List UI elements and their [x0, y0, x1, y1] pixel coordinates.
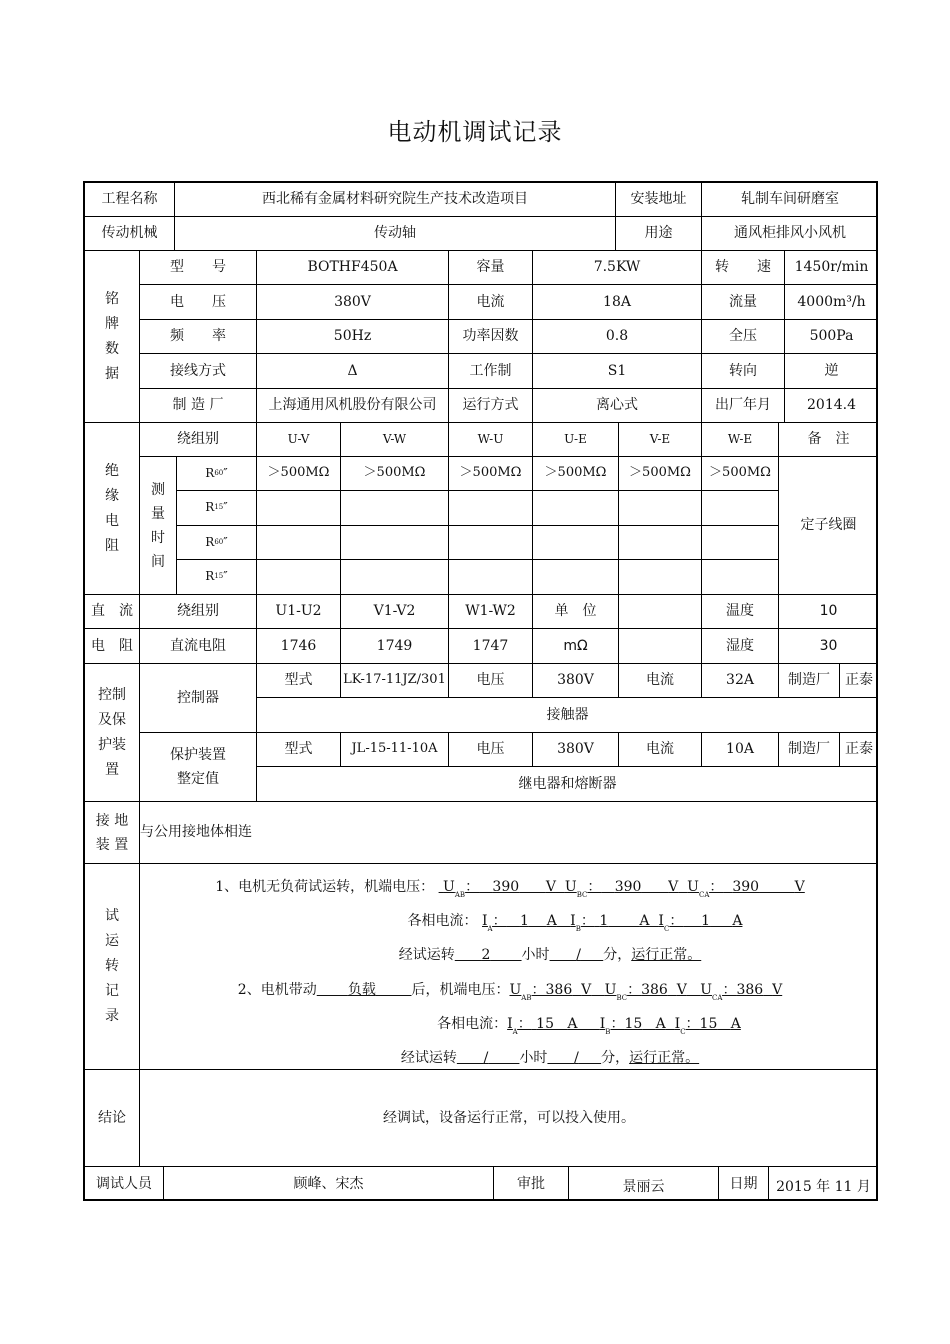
- location-label: 安装地址: [616, 183, 702, 217]
- control-section-label: 控制 及保 护装 置: [85, 664, 140, 802]
- nameplate-label: 功率因数: [449, 320, 533, 354]
- nameplate-label: 频 率: [140, 320, 257, 354]
- dc-group: V1-V2: [341, 595, 449, 629]
- temp-label: 温度: [702, 595, 779, 629]
- ground-value: 与公用接地体相连: [140, 802, 878, 864]
- trial-line-2: 各相电流： $I_A$： 1 A $I_B$： 1 A $I_C$： 1 A: [407, 913, 743, 933]
- nameplate-label: 出厂年月: [702, 389, 785, 423]
- approve-label: 审批: [494, 1167, 569, 1201]
- insulation-value: ＞500MΩ: [449, 457, 533, 491]
- dc-value: 1746: [257, 629, 341, 664]
- dc-group-label: 绕组别: [140, 595, 257, 629]
- maker-label: 制造厂: [779, 664, 840, 698]
- machine-label: 传动机械: [85, 217, 175, 251]
- controller-current: 32A: [702, 664, 779, 698]
- nameplate-value: Δ: [257, 354, 449, 389]
- insulation-empty: [257, 560, 341, 595]
- nameplate-label: 转向: [702, 354, 785, 389]
- nameplate-value: 500Pa: [785, 320, 878, 354]
- temp-value: 10: [779, 595, 878, 629]
- protection-maker: 正泰: [840, 733, 878, 767]
- insulation-empty: [619, 491, 702, 526]
- location: 轧制车间研磨室: [702, 183, 878, 217]
- nameplate-value: 逆: [785, 354, 878, 389]
- insulation-value: ＞500MΩ: [341, 457, 449, 491]
- nameplate-label: 容量: [449, 251, 533, 285]
- type-label: 型式: [257, 733, 341, 767]
- insulation-empty: [449, 560, 533, 595]
- controller-type: LK-17-11JZ/301: [341, 664, 449, 698]
- nameplate-label: 工作制: [449, 354, 533, 389]
- nameplate-label: 接线方式: [140, 354, 257, 389]
- dc-group: U1-U2: [257, 595, 341, 629]
- nameplate-label: 制 造 厂: [140, 389, 257, 423]
- project-name: 西北稀有金属材料研究院生产技术改造项目: [175, 183, 616, 217]
- insulation-value: ＞500MΩ: [619, 457, 702, 491]
- nameplate-label: 流量: [702, 285, 785, 320]
- current-label: 电流: [619, 733, 702, 767]
- dc-empty: [619, 629, 702, 664]
- type-label: 型式: [257, 664, 341, 698]
- insulation-header: U-E: [533, 423, 619, 457]
- dc-unit-label: 单 位: [533, 595, 619, 629]
- project-name-label: 工程名称: [85, 183, 175, 217]
- controller-voltage: 380V: [533, 664, 619, 698]
- nameplate-label: 型 号: [140, 251, 257, 285]
- nameplate-value: S1: [533, 354, 702, 389]
- dc-unit: mΩ: [533, 629, 619, 664]
- insulation-value: ＞500MΩ: [257, 457, 341, 491]
- current-label: 电流: [619, 664, 702, 698]
- nameplate-label: 全压: [702, 320, 785, 354]
- trial-line-5: 各相电流：$I_A$： 15 A $I_B$：15 A $I_C$：15 A: [437, 1016, 741, 1036]
- time-r60: R 60 ″: [177, 457, 257, 491]
- insulation-value: ＞500MΩ: [533, 457, 619, 491]
- controller-maker: 正泰: [840, 664, 878, 698]
- insulation-remark-header: 备 注: [779, 423, 878, 457]
- record-table: [83, 181, 878, 1201]
- page-title: 电动机调试记录: [387, 118, 563, 146]
- dc-res-label: 直流电阻: [140, 629, 257, 664]
- humidity-value: 30: [779, 629, 878, 664]
- insulation-empty: [341, 560, 449, 595]
- insulation-header: W-E: [702, 423, 779, 457]
- protection-type: JL-15-11-10A: [341, 733, 449, 767]
- testers: 顾峰、宋杰: [164, 1167, 494, 1201]
- nameplate-value: 上海通用风机股份有限公司: [257, 389, 449, 423]
- insulation-empty: [619, 560, 702, 595]
- protection-label: 保护装置 整定值: [140, 733, 257, 802]
- trial-record: [140, 864, 878, 1070]
- trial-line-3: 经试运转 2 小时 / 分，运行正常。: [398, 947, 702, 963]
- dc-label-1: 直 流: [85, 595, 140, 629]
- conclusion-text: 经调试，设备运行正常，可以投入使用。: [140, 1070, 878, 1167]
- insulation-empty: [702, 491, 779, 526]
- time-r15: R 15 ″: [177, 491, 257, 526]
- controller-label: 控制器: [140, 664, 257, 733]
- nameplate-value: 4000m³/h: [785, 285, 878, 320]
- insulation-empty: [533, 526, 619, 560]
- nameplate-value: BOTHF450A: [257, 251, 449, 285]
- nameplate-value: 18A: [533, 285, 702, 320]
- tester-label: 调试人员: [85, 1167, 164, 1201]
- insulation-empty: [257, 526, 341, 560]
- protection-current: 10A: [702, 733, 779, 767]
- nameplate-value: 1450r/min: [785, 251, 878, 285]
- trial-section-label: 试 运 转 记 录: [85, 864, 140, 1070]
- measure-time-label: 测 量 时 间: [140, 457, 177, 595]
- trial-line-4: 2、电机带动 负载 后，机端电压：$U_{AB}$：386 V $U_{BC}$：386 V $U_{CA}$：386 V: [237, 982, 783, 1002]
- date-label: 日期: [719, 1167, 769, 1201]
- insulation-empty: [449, 526, 533, 560]
- ground-label: 接 地 装 置: [85, 802, 140, 864]
- insulation-section-label: 绝 缘 电 阻: [85, 423, 140, 595]
- nameplate-value: 380V: [257, 285, 449, 320]
- conclusion-label: 结论: [85, 1070, 140, 1167]
- humidity-label: 湿度: [702, 629, 779, 664]
- dc-value: 1747: [449, 629, 533, 664]
- nameplate-label: 转 速: [702, 251, 785, 285]
- voltage-label: 电压: [449, 664, 533, 698]
- nameplate-value: 2014.4: [785, 389, 878, 423]
- dc-label-2: 电 阻: [85, 629, 140, 664]
- nameplate-label: 电 压: [140, 285, 257, 320]
- insulation-header: V-W: [341, 423, 449, 457]
- time-r15: R 15 ″: [177, 560, 257, 595]
- nameplate-label: 电流: [449, 285, 533, 320]
- trial-line-6: 经试运转 / 小时 / 分，运行正常。: [400, 1050, 700, 1066]
- insulation-empty: [449, 491, 533, 526]
- nameplate-value: 离心式: [533, 389, 702, 423]
- use: 通风柜排风小风机: [702, 217, 878, 251]
- nameplate-section-label: 铭 牌 数 据: [85, 251, 140, 423]
- insulation-header: U-V: [257, 423, 341, 457]
- nameplate-value: 0.8: [533, 320, 702, 354]
- insulation-group-label: 绕组别: [140, 423, 257, 457]
- insulation-empty: [341, 491, 449, 526]
- approver: 景丽云: [569, 1167, 719, 1201]
- insulation-value: ＞500MΩ: [702, 457, 779, 491]
- insulation-empty: [702, 526, 779, 560]
- maker-label: 制造厂: [779, 733, 840, 767]
- dc-value: 1749: [341, 629, 449, 664]
- trial-line-1: 1、电机无负荷试运转，机端电压： $U_{AB}$： 390 V $U_{BC}$： 390 V $U_{CA}$： 390 V: [215, 879, 805, 899]
- date: 2015 年 11 月: [776, 1178, 871, 1195]
- voltage-label: 电压: [449, 733, 533, 767]
- time-r60: R 60 ″: [177, 526, 257, 560]
- insulation-empty: [341, 526, 449, 560]
- insulation-empty: [533, 560, 619, 595]
- dc-group: W1-W2: [449, 595, 533, 629]
- insulation-empty: [619, 526, 702, 560]
- machine: 传动轴: [175, 217, 616, 251]
- nameplate-value: 7.5KW: [533, 251, 702, 285]
- insulation-header: W-U: [449, 423, 533, 457]
- dc-empty: [619, 595, 702, 629]
- protection-voltage: 380V: [533, 733, 619, 767]
- relay: 继电器和熔断器: [257, 767, 878, 802]
- insulation-empty: [702, 560, 779, 595]
- use-label: 用途: [616, 217, 702, 251]
- contactor: 接触器: [257, 698, 878, 733]
- nameplate-value: 50Hz: [257, 320, 449, 354]
- nameplate-label: 运行方式: [449, 389, 533, 423]
- insulation-empty: [257, 491, 341, 526]
- insulation-empty: [533, 491, 619, 526]
- insulation-remark: 定子线圈: [779, 457, 878, 595]
- insulation-header: V-E: [619, 423, 702, 457]
